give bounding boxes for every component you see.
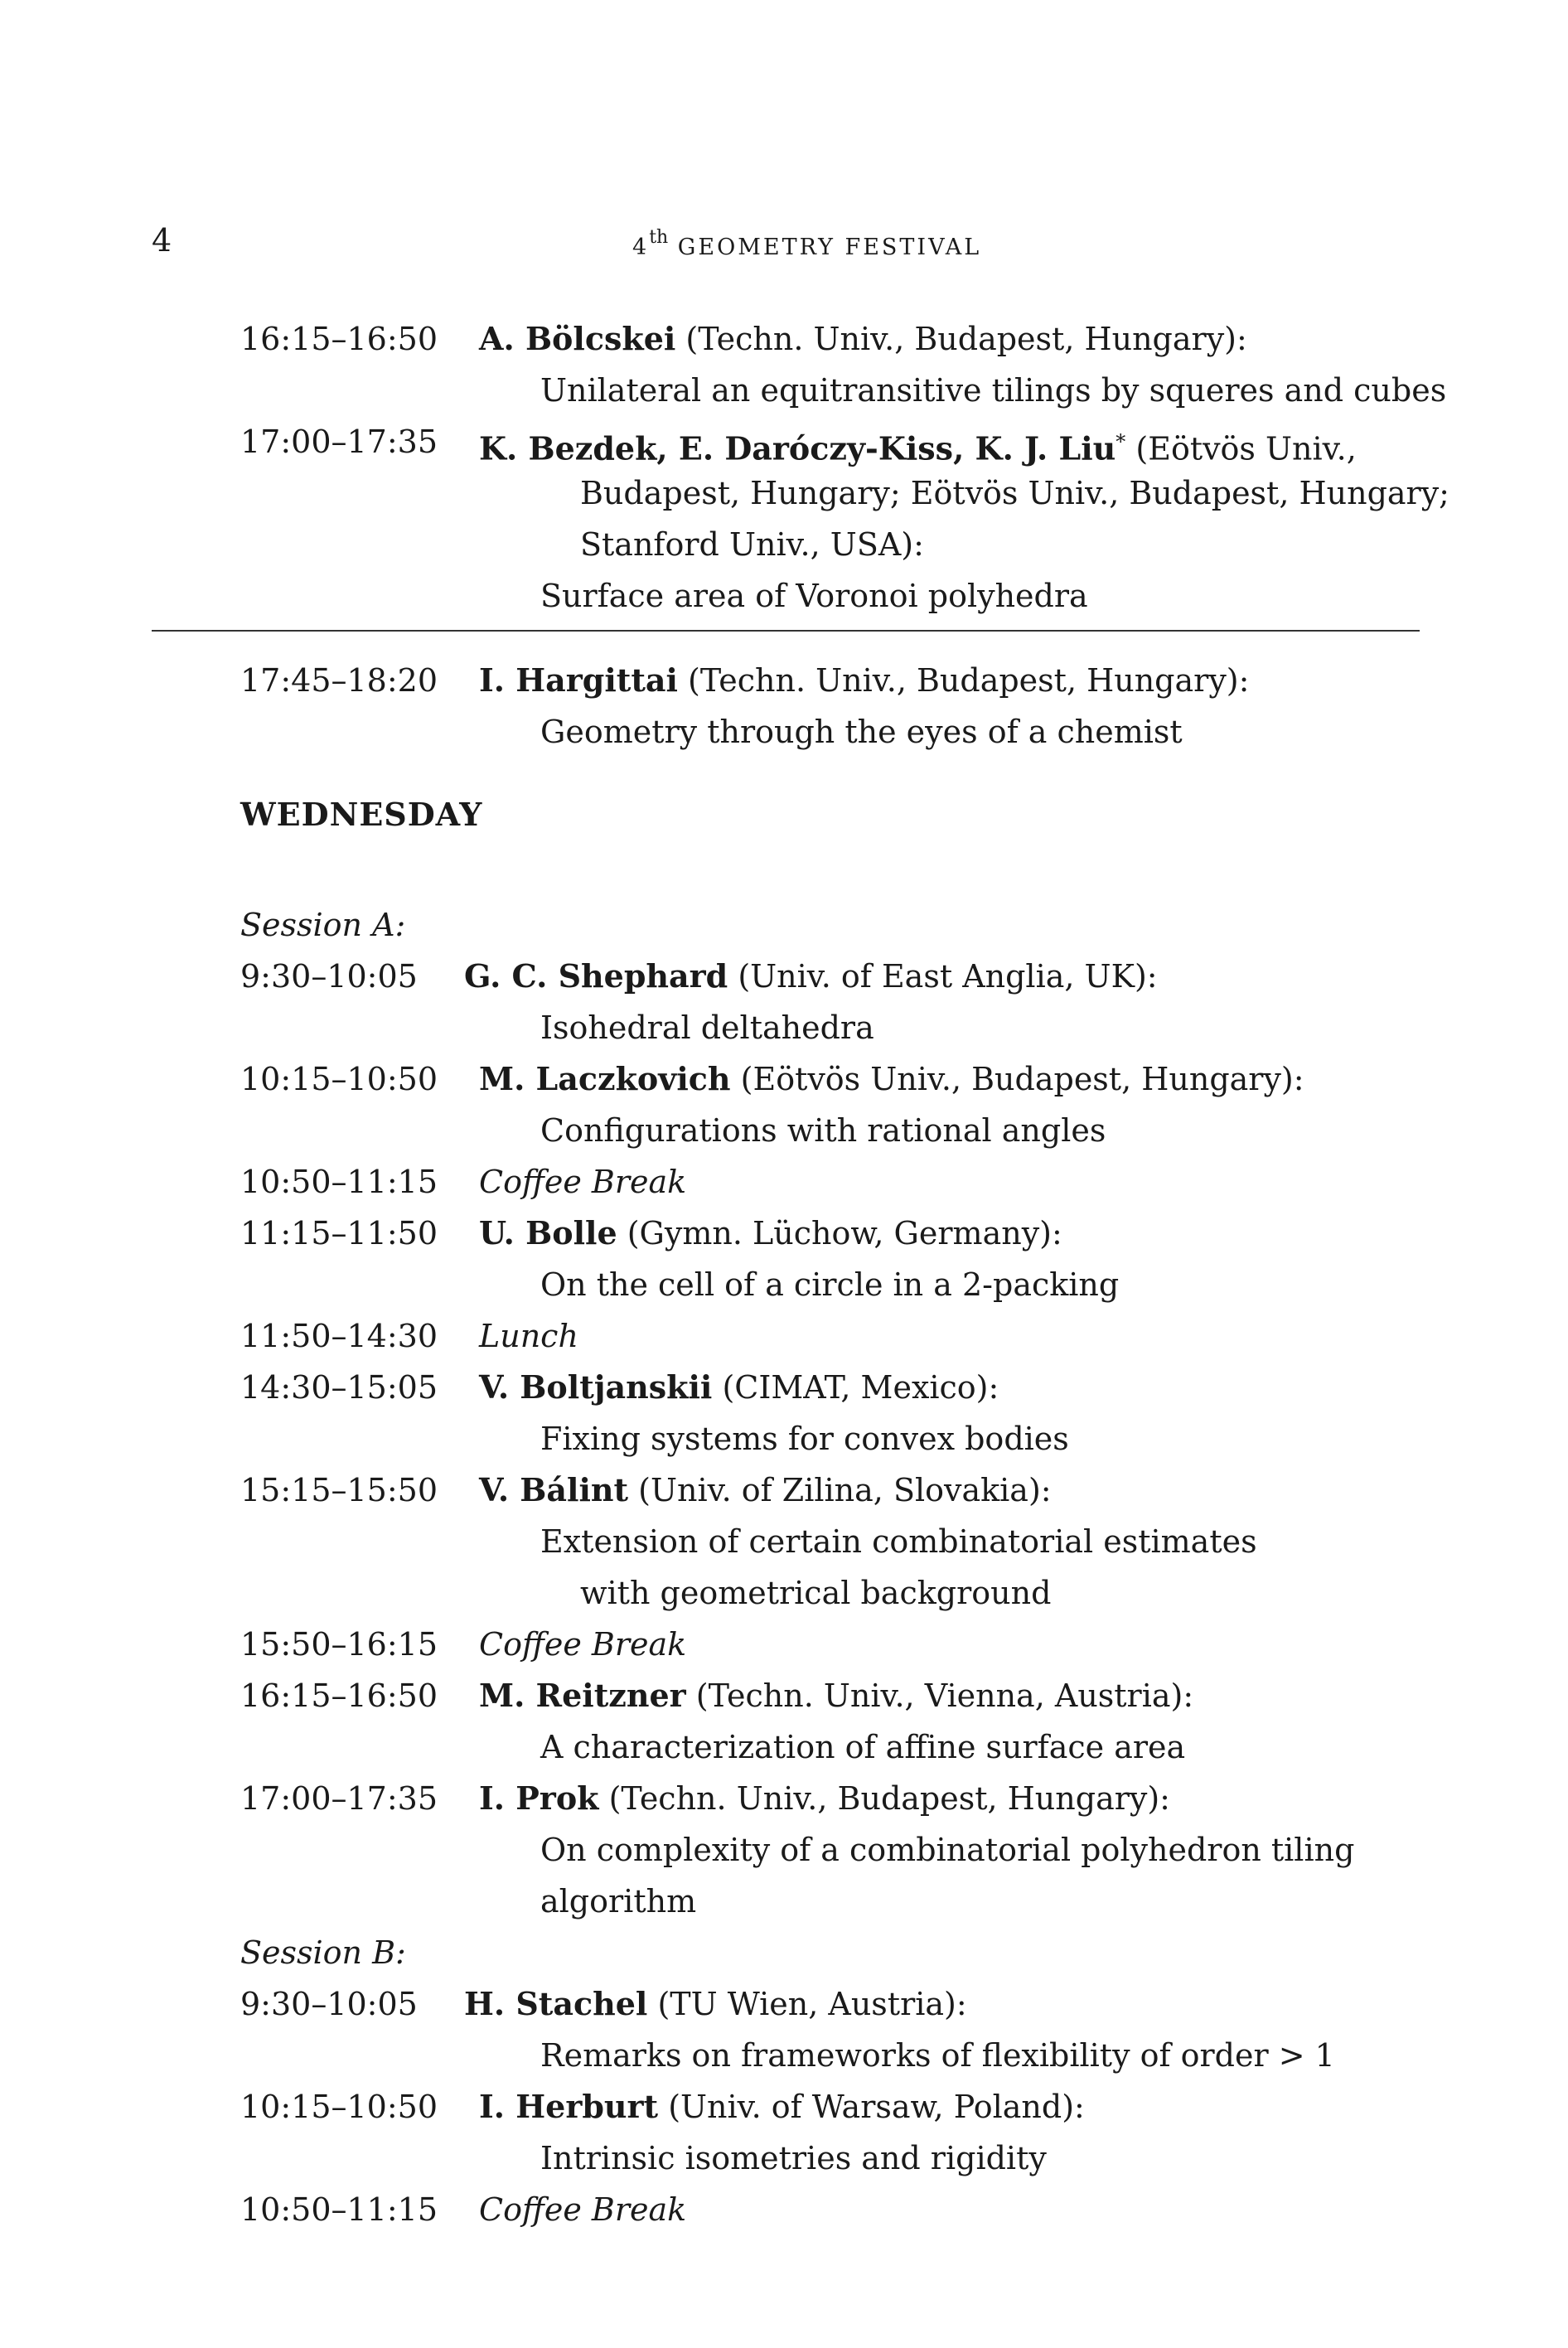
schedule-row: 17:45–18:20 I. Hargittai (Techn. Univ., Budapest, Hungary): (240, 661, 1250, 699)
affiliation-line: Stanford Univ., USA): (580, 526, 924, 563)
talk-title: Isohedral deltahedra (540, 1009, 874, 1046)
schedule-row: 16:15–16:50 M. Reitzner (Techn. Univ., Vienna, Austria): (240, 1677, 1194, 1714)
schedule-row: 14:30–15:05 V. Boltjanskii (CIMAT, Mexico): (240, 1368, 999, 1406)
schedule-row: 9:30–10:05 H. Stachel (TU Wien, Austria): (240, 1985, 967, 2022)
schedule-row: 10:15–10:50 I. Herburt (Univ. of Warsaw, Poland): (240, 2088, 1085, 2125)
talk-title: Fixing systems for convex bodies (540, 1421, 1069, 1457)
affiliation-line: Budapest, Hungary; Eötvös Univ., Budapest, Hungary; (580, 475, 1449, 511)
talk-title: Configurations with rational angles (540, 1112, 1106, 1149)
schedule-row: 16:15–16:50 A. Bölcskei (Techn. Univ., Budapest, Hungary): (240, 320, 1247, 357)
day-heading: WEDNESDAY (240, 796, 483, 833)
page-number: 4 (152, 222, 172, 259)
break-row: 15:50–16:15 Coffee Break (240, 1626, 687, 1663)
talk-title: Extension of certain combinatorial estimates (540, 1523, 1257, 1560)
talk-title: A characterization of affine surface area (540, 1729, 1186, 1765)
schedule-row: 11:15–11:50 U. Bolle (Gymn. Lüchow, Germany): (240, 1214, 1062, 1251)
talk-title: Remarks on frameworks of flexibility of order > 1 (540, 2037, 1335, 2074)
talk-title: Geometry through the eyes of a chemist (540, 714, 1183, 750)
session-label: Session A: (240, 907, 406, 943)
talk-title: On complexity of a combinatorial polyhedron tiling (540, 1832, 1355, 1868)
running-header-title: GEOMETRY FESTIVAL (677, 235, 982, 260)
talk-title: On the cell of a circle in a 2-packing (540, 1266, 1120, 1303)
schedule-row: 15:15–15:50 V. Bálint (Univ. of Zilina, Slovakia): (240, 1471, 1052, 1508)
session-label: Session B: (240, 1934, 406, 1971)
break-row: 10:50–11:15 Coffee Break (240, 2191, 687, 2228)
divider (152, 630, 1420, 632)
running-header: 4th GEOMETRY FESTIVAL (632, 227, 982, 260)
talk-title-continued: with geometrical background (580, 1575, 1052, 1611)
schedule-row: 9:30–10:05 G. C. Shephard (Univ. of East Anglia, UK): (240, 957, 1158, 995)
talk-title: Unilateral an equitransitive tilings by squeres and cubes (540, 372, 1447, 409)
talk-title: Intrinsic isometries and rigidity (540, 2140, 1047, 2176)
break-row: 10:50–11:15 Coffee Break (240, 1164, 687, 1200)
schedule-row: 17:00–17:35 I. Prok (Techn. Univ., Budapest, Hungary): (240, 1779, 1170, 1817)
talk-title: Surface area of Voronoi polyhedra (540, 578, 1088, 614)
schedule-row: 17:00–17:35 K. Bezdek, E. Daróczy-Kiss, K. J. Liu* (Eötvös Univ., (240, 424, 1357, 467)
talk-title-continued: algorithm (540, 1883, 697, 1920)
schedule-row: 10:15–10:50 M. Laczkovich (Eötvös Univ., Budapest, Hungary): (240, 1060, 1304, 1097)
break-row: 11:50–14:30 Lunch (240, 1318, 578, 1354)
